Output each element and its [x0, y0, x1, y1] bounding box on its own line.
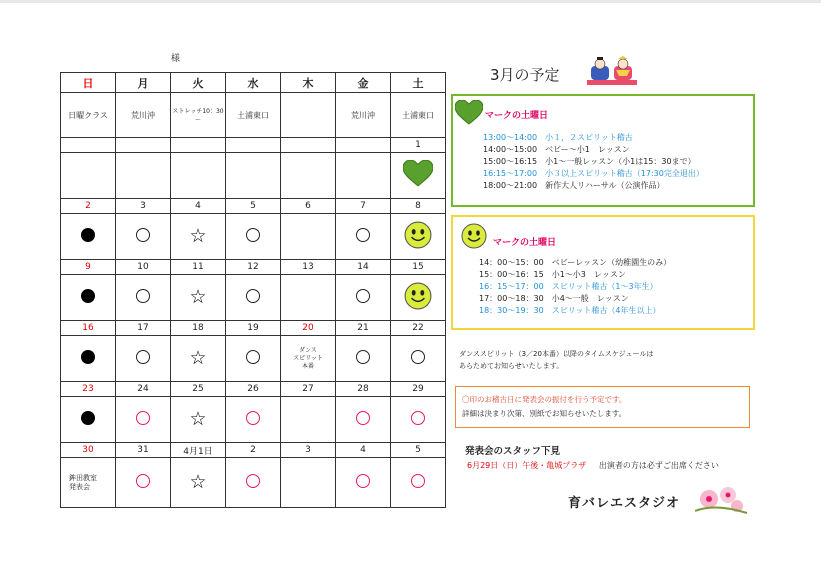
date-cell: 31 — [116, 443, 171, 458]
schedule-line: 15：00～16：15 小1～小3 レッスン — [479, 270, 626, 279]
date-cell: 29 — [391, 382, 446, 397]
black-dot-icon — [81, 411, 95, 425]
date-cell: 22 — [391, 321, 446, 336]
weekday-header: 土 — [391, 73, 446, 93]
pink-circle-icon — [246, 411, 260, 425]
mark-cell — [61, 153, 116, 199]
date-cell: 24 — [116, 382, 171, 397]
mark-cell — [281, 214, 336, 260]
sakura-icon — [695, 485, 750, 515]
mark-cell — [116, 458, 171, 508]
date-cell: 9 — [61, 260, 116, 275]
date-cell: 6 — [281, 199, 336, 214]
circle-icon — [356, 289, 370, 303]
mark-cell — [61, 458, 116, 508]
yellow-box-heading: マークの土曜日 — [493, 238, 557, 248]
mark-cell — [226, 397, 281, 443]
schedule-line: 15:00～16:15 小1～一般レッスン（小1は15：30まで） — [483, 157, 696, 166]
mark-cell — [226, 275, 281, 321]
schedule-line: 17：00～18：30 小4～一般 レッスン — [479, 294, 629, 303]
schedule-line: 16：15～17：00 スピリット稽古（1～3年生） — [479, 282, 658, 291]
date-cell: 11 — [171, 260, 226, 275]
recital-note: 鉾田教室 発表会 — [69, 473, 97, 491]
date-cell — [226, 138, 281, 153]
staff-line — [467, 460, 719, 471]
class-cell: 荒川沖 — [336, 93, 391, 138]
date-cell: 2 — [61, 199, 116, 214]
mark-cell — [116, 397, 171, 443]
date-cell — [61, 138, 116, 153]
page-title: 3月の予定 — [490, 66, 560, 84]
mark-cell — [391, 214, 446, 260]
mark-cell — [336, 458, 391, 508]
green-box-lines — [483, 132, 704, 192]
green-saturday-box — [451, 94, 755, 207]
mark-cell — [391, 397, 446, 443]
star-icon: ☆ — [189, 286, 207, 308]
date-cell: 19 — [226, 321, 281, 336]
rehearsal-note-line: 〇印のお稽古日に発表会の振付を行う予定です。 — [462, 395, 627, 404]
circle-icon — [411, 350, 425, 364]
class-cell: 土浦東口 — [226, 93, 281, 138]
date-cell: 13 — [281, 260, 336, 275]
mark-cell — [116, 153, 171, 199]
pink-circle-icon — [136, 474, 150, 488]
mark-cell — [116, 214, 171, 260]
pink-circle-icon — [246, 474, 260, 488]
heart-icon — [403, 160, 433, 187]
circle-icon — [136, 350, 150, 364]
date-cell: 21 — [336, 321, 391, 336]
studio-name: 育バレエスタジオ — [568, 496, 681, 511]
hina-dolls-icon — [587, 56, 637, 86]
top-bar — [0, 0, 821, 3]
class-cell: 荒川沖 — [116, 93, 171, 138]
circle-icon — [356, 228, 370, 242]
heart-icon — [455, 100, 483, 125]
mark-cell — [61, 397, 116, 443]
date-cell — [171, 138, 226, 153]
date-cell: 25 — [171, 382, 226, 397]
date-cell: 4 — [336, 443, 391, 458]
schedule-line: 18：30～19：30 スピリット稽古（4年生以上） — [479, 306, 661, 315]
smiley-icon — [461, 223, 487, 249]
date-cell: 18 — [171, 321, 226, 336]
yellow-saturday-box — [451, 215, 755, 330]
star-icon: ☆ — [189, 408, 207, 430]
date-cell: 2 — [226, 443, 281, 458]
date-cell: 12 — [226, 260, 281, 275]
date-cell — [116, 138, 171, 153]
date-cell: 4月1日 — [171, 443, 226, 458]
smiley-icon — [404, 221, 432, 249]
schedule-line: 16:15～17:00 小３以上スピリット稽古（17:30完全退出） — [483, 169, 704, 178]
pink-circle-icon — [356, 411, 370, 425]
circle-icon — [356, 350, 370, 364]
date-cell: 5 — [391, 443, 446, 458]
name-suffix: 様 — [171, 54, 181, 64]
mark-cell — [281, 336, 336, 382]
black-dot-icon — [81, 228, 95, 242]
calendar-table — [60, 72, 446, 508]
schedule-line: 13:00～14:00 小１，２スピリット稽古 — [483, 133, 633, 142]
circle-icon — [136, 289, 150, 303]
date-cell: 8 — [391, 199, 446, 214]
dance-schedule-note: ダンススピリット（3／20本番）以降のタイムスケジュールは あらためてお知らせいたします。 — [459, 350, 654, 370]
star-icon: ☆ — [189, 347, 207, 369]
class-cell: 土浦東口 — [391, 93, 446, 138]
mark-cell — [391, 336, 446, 382]
weekday-header: 金 — [336, 73, 391, 93]
date-cell: 5 — [226, 199, 281, 214]
schedule-line: 18:00～21:00 新作大人リハーサル（公演作品） — [483, 181, 665, 190]
date-cell: 4 — [171, 199, 226, 214]
date-cell: 16 — [61, 321, 116, 336]
star-icon: ☆ — [189, 225, 207, 247]
dance-performance-note: ダンス スピリット 本番 — [293, 346, 323, 370]
mark-cell — [281, 153, 336, 199]
date-cell — [281, 138, 336, 153]
date-cell: 30 — [61, 443, 116, 458]
circle-icon — [136, 228, 150, 242]
date-cell: 14 — [336, 260, 391, 275]
star-icon: ☆ — [189, 471, 207, 493]
mark-cell — [336, 153, 391, 199]
mark-cell — [116, 275, 171, 321]
mark-cell — [116, 336, 171, 382]
circle-icon — [246, 289, 260, 303]
date-cell: 7 — [336, 199, 391, 214]
yellow-box-lines — [479, 257, 671, 317]
weekday-header: 日 — [61, 73, 116, 93]
mark-cell — [391, 153, 446, 199]
schedule-line: 14:00～15:00 ベビー～小1 レッスン — [483, 145, 630, 154]
mark-cell — [61, 214, 116, 260]
date-cell: 20 — [281, 321, 336, 336]
date-cell: 28 — [336, 382, 391, 397]
weekday-header: 月 — [116, 73, 171, 93]
date-cell: 23 — [61, 382, 116, 397]
date-cell — [336, 138, 391, 153]
pink-circle-icon — [136, 411, 150, 425]
date-cell: 3 — [116, 199, 171, 214]
mark-cell — [226, 153, 281, 199]
pink-circle-icon — [411, 411, 425, 425]
date-cell: 3 — [281, 443, 336, 458]
weekday-header: 火 — [171, 73, 226, 93]
weekday-header: 木 — [281, 73, 336, 93]
mark-cell — [226, 336, 281, 382]
mark-cell — [336, 214, 391, 260]
mark-cell — [171, 336, 226, 382]
class-cell — [281, 93, 336, 138]
date-cell: 27 — [281, 382, 336, 397]
class-cell: 日曜クラス — [61, 93, 116, 138]
staff-note: 出演者の方は必ずご出席ください — [598, 461, 719, 470]
mark-cell — [171, 458, 226, 508]
date-cell: 17 — [116, 321, 171, 336]
circle-icon — [246, 350, 260, 364]
schedule-line: 14：00～15：00 ベビーレッスン（幼稚園生のみ） — [479, 258, 672, 267]
circle-icon — [246, 228, 260, 242]
mark-cell — [226, 458, 281, 508]
mark-cell — [61, 336, 116, 382]
mark-cell — [171, 275, 226, 321]
rehearsal-detail-line: 詳細は決まり次第、別紙でお知らせいたします。 — [462, 409, 627, 418]
weekday-header: 水 — [226, 73, 281, 93]
pink-circle-icon — [411, 474, 425, 488]
mark-cell — [171, 214, 226, 260]
date-cell: 1 — [391, 138, 446, 153]
smiley-icon — [404, 282, 432, 310]
date-cell: 26 — [226, 382, 281, 397]
green-box-heading: マークの土曜日 — [485, 111, 549, 121]
mark-cell — [171, 397, 226, 443]
mark-cell — [336, 397, 391, 443]
mark-cell — [281, 275, 336, 321]
mark-cell — [281, 458, 336, 508]
black-dot-icon — [81, 289, 95, 303]
class-cell: ストレッチ10：30～ — [171, 93, 226, 138]
black-dot-icon — [81, 350, 95, 364]
mark-cell — [391, 275, 446, 321]
staff-date: 6月29日（日）午後・亀城プラザ — [467, 461, 587, 470]
mark-cell — [61, 275, 116, 321]
mark-cell — [281, 397, 336, 443]
mark-cell — [336, 336, 391, 382]
mark-cell — [391, 458, 446, 508]
mark-cell — [171, 153, 226, 199]
date-cell: 15 — [391, 260, 446, 275]
mark-cell — [226, 214, 281, 260]
pink-circle-icon — [356, 474, 370, 488]
rehearsal-note-box — [455, 386, 750, 428]
staff-heading: 発表会のスタッフ下見 — [465, 446, 561, 457]
date-cell: 10 — [116, 260, 171, 275]
mark-cell — [336, 275, 391, 321]
